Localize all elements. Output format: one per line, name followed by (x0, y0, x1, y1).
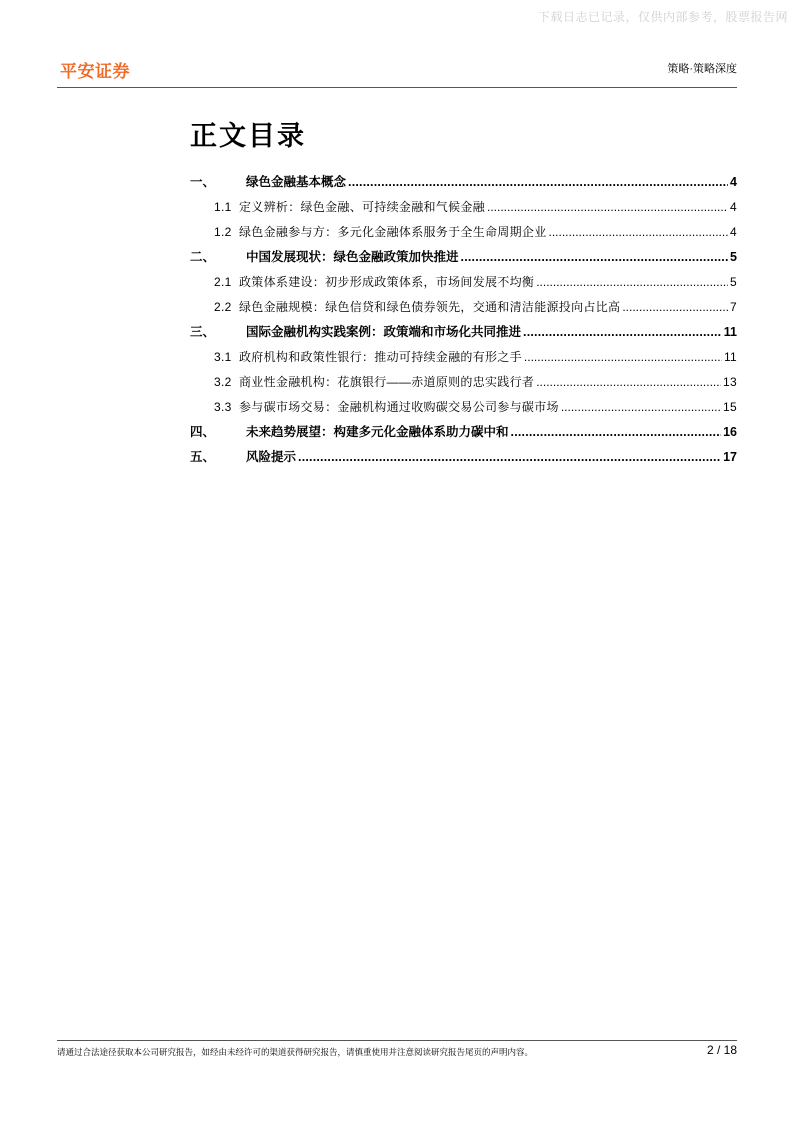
toc-entry-number: 1.1 (214, 200, 232, 214)
toc-entry-number: 二、 (190, 250, 216, 264)
toc-entry-number: 3.2 (214, 375, 232, 389)
toc-entry-number: 1.2 (214, 225, 232, 239)
report-category: 策略·策略深度 (667, 63, 737, 75)
page-number: 2 / 18 (706, 1043, 737, 1057)
toc-dot-leader (622, 297, 728, 311)
toc-dot-leader (523, 322, 722, 336)
toc-chapter-entry[interactable] (190, 247, 737, 272)
toc-section-entry[interactable] (190, 347, 737, 372)
toc-section-entry[interactable] (190, 297, 737, 322)
toc-section-entry[interactable] (190, 222, 737, 247)
watermark: 下载日志已记录，仅供内部参考，股票报告网 (537, 10, 788, 24)
toc-entry-title: 定义辨析：绿色金融、可持续金融和气候金融 (239, 200, 486, 214)
toc-chapter-entry[interactable] (190, 172, 737, 197)
toc-entry-number: 2.1 (214, 275, 232, 289)
toc-entry-number: 一、 (190, 175, 216, 189)
toc-dot-leader (536, 372, 721, 386)
toc-entry-page: 4 (730, 225, 737, 239)
toc-entry-number: 三、 (190, 325, 216, 339)
toc-section-entry[interactable] (190, 397, 737, 422)
toc-entry-page: 7 (730, 300, 737, 314)
toc-entry-page: 13 (723, 375, 737, 389)
footer-disclaimer: 请通过合法途径获取本公司研究报告，如经由未经许可的渠道获得研究报告，请慎重使用并注意阅读研究报告尾页的声明内容。 (57, 1047, 534, 1057)
header-divider (57, 87, 737, 88)
toc-entry-title: 未来趋势展望：构建多元化金融体系助力碳中和 (246, 425, 509, 439)
page-title: 正文目录 (190, 121, 306, 152)
toc-entry-number: 3.3 (214, 400, 232, 414)
toc-entry-title: 政策体系建设：初步形成政策体系，市场间发展不均衡 (239, 275, 535, 289)
footer-divider (57, 1040, 737, 1041)
toc-dot-leader (524, 347, 722, 361)
toc-entry-title: 政府机构和政策性银行：推动可持续金融的有形之手 (239, 350, 522, 364)
toc-entry-title: 绿色金融规模：绿色信贷和绿色债券领先，交通和清洁能源投向占比高 (239, 300, 621, 314)
toc-dot-leader (536, 272, 728, 286)
toc-entry-number: 五、 (190, 450, 216, 464)
toc-chapter-entry[interactable] (190, 322, 737, 347)
toc-entry-page: 11 (723, 325, 737, 339)
toc-dot-leader (461, 247, 729, 261)
toc-entry-page: 5 (730, 275, 737, 289)
toc-entry-page: 15 (723, 400, 737, 414)
toc-entry-page: 11 (723, 350, 737, 364)
toc-entry-number: 3.1 (214, 350, 232, 364)
toc-entry-title: 国际金融机构实践案例：政策端和市场化共同推进 (246, 325, 522, 339)
toc-chapter-entry[interactable] (190, 447, 737, 472)
toc-entry-title: 绿色金融基本概念 (246, 175, 347, 189)
company-logo: 平安证券 (60, 62, 130, 82)
toc-entry-title: 商业性金融机构：花旗银行——赤道原则的忠实践行者 (239, 375, 535, 389)
toc-entry-page: 4 (730, 175, 737, 189)
toc-entry-number: 四、 (190, 425, 216, 439)
toc-dot-leader (348, 172, 728, 186)
toc-dot-leader (511, 422, 722, 436)
toc-entry-title: 绿色金融参与方：多元化金融体系服务于全生命周期企业 (239, 225, 547, 239)
toc-entry-page: 5 (730, 250, 737, 264)
toc-dot-leader (298, 447, 721, 461)
toc-dot-leader (561, 397, 721, 411)
toc-entry-title: 风险提示 (246, 450, 297, 464)
toc-chapter-entry[interactable] (190, 422, 737, 447)
toc-dot-leader (487, 197, 728, 211)
toc-entry-number: 2.2 (214, 300, 232, 314)
toc-section-entry[interactable] (190, 197, 737, 222)
toc-section-entry[interactable] (190, 372, 737, 397)
toc-entry-title: 中国发展现状：绿色金融政策加快推进 (246, 250, 459, 264)
table-of-contents (190, 172, 737, 472)
toc-entry-title: 参与碳市场交易：金融机构通过收购碳交易公司参与碳市场 (239, 400, 559, 414)
toc-dot-leader (549, 222, 729, 236)
toc-section-entry[interactable] (190, 272, 737, 297)
toc-entry-page: 4 (730, 200, 737, 214)
toc-entry-page: 17 (723, 450, 737, 464)
toc-entry-page: 16 (723, 425, 737, 439)
